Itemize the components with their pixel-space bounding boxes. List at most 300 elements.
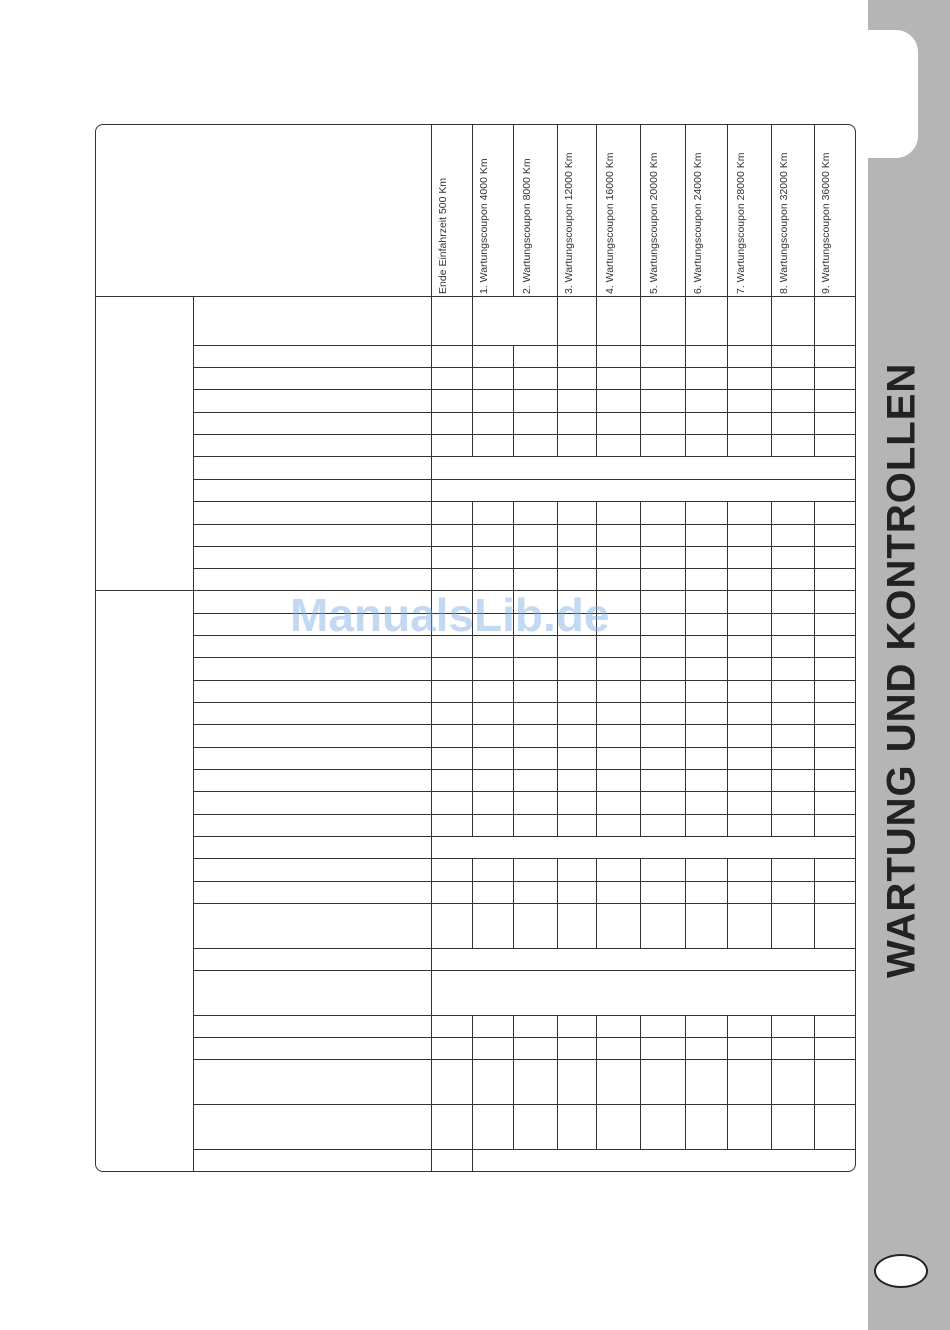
grid-line (95, 590, 193, 591)
grid-line (431, 791, 432, 814)
grid-line (640, 791, 641, 814)
grid-line (727, 814, 728, 836)
grid-line (472, 501, 473, 524)
grid-line (771, 613, 772, 635)
grid-line (596, 657, 597, 680)
grid-line (685, 724, 686, 747)
grid-line (771, 881, 772, 903)
page-number-oval (874, 1254, 928, 1288)
grid-line (814, 858, 815, 881)
grid-line (431, 970, 432, 1015)
grid-line (193, 1104, 855, 1105)
grid-line (685, 501, 686, 524)
grid-line (685, 814, 686, 836)
grid-line (640, 367, 641, 389)
grid-line (472, 769, 473, 791)
column-header: 2. Wartungscoupon 8000 Km (521, 158, 533, 294)
grid-line (814, 791, 815, 814)
grid-line (814, 680, 815, 702)
grid-line (431, 814, 432, 836)
grid-line (771, 412, 772, 434)
grid-line (727, 747, 728, 769)
grid-line (513, 501, 514, 524)
grid-line (771, 590, 772, 613)
grid-line (814, 1015, 815, 1037)
grid-line (472, 747, 473, 769)
grid-line (596, 124, 597, 296)
grid-line (640, 747, 641, 769)
grid-line (596, 1037, 597, 1059)
grid-line (513, 702, 514, 724)
column-header: 1. Wartungscoupon 4000 Km (478, 158, 490, 294)
section-title: WARTUNG UND KONTROLLEN (879, 362, 924, 978)
grid-line (814, 769, 815, 791)
grid-line (771, 345, 772, 367)
grid-line (685, 367, 686, 389)
grid-line (472, 412, 473, 434)
grid-line (557, 124, 558, 296)
column-header: 5. Wartungscoupon 20000 Km (648, 152, 660, 294)
grid-line (685, 791, 686, 814)
grid-line (727, 389, 728, 412)
grid-line (557, 524, 558, 546)
grid-line (193, 791, 855, 792)
grid-line (727, 1059, 728, 1104)
grid-line (685, 524, 686, 546)
grid-line (431, 1104, 432, 1149)
column-header: 8. Wartungscoupon 32000 Km (778, 152, 790, 294)
grid-line (193, 858, 855, 859)
grid-line (557, 412, 558, 434)
grid-line (472, 881, 473, 903)
grid-line (771, 747, 772, 769)
grid-line (472, 434, 473, 456)
grid-line (727, 367, 728, 389)
watermark: ManualsLib.de (290, 589, 610, 641)
grid-line (513, 1037, 514, 1059)
grid-line (640, 434, 641, 456)
grid-line (727, 724, 728, 747)
grid-line (685, 635, 686, 657)
grid-line (472, 1149, 473, 1171)
grid-line (596, 747, 597, 769)
grid-line (596, 791, 597, 814)
grid-line (814, 546, 815, 568)
grid-line (513, 389, 514, 412)
grid-line (685, 568, 686, 590)
grid-line (193, 948, 855, 949)
grid-line (596, 524, 597, 546)
grid-line (193, 434, 855, 435)
grid-line (814, 1037, 815, 1059)
grid-line (814, 568, 815, 590)
grid-line (193, 501, 855, 502)
grid-line (685, 1037, 686, 1059)
grid-line (557, 724, 558, 747)
grid-line (640, 345, 641, 367)
grid-line (727, 524, 728, 546)
grid-line (685, 389, 686, 412)
grid-line (472, 702, 473, 724)
grid-line (727, 1037, 728, 1059)
grid-line (771, 814, 772, 836)
grid-line (727, 1104, 728, 1149)
grid-line (814, 412, 815, 434)
grid-line (727, 635, 728, 657)
grid-line (640, 903, 641, 948)
grid-line (685, 1059, 686, 1104)
grid-line (771, 568, 772, 590)
grid-line (193, 479, 855, 480)
grid-line (771, 657, 772, 680)
grid-line (640, 1015, 641, 1037)
grid-line (596, 814, 597, 836)
grid-line (814, 635, 815, 657)
grid-line (771, 124, 772, 296)
grid-line (640, 412, 641, 434)
grid-line (814, 296, 815, 345)
grid-line (557, 345, 558, 367)
grid-line (193, 724, 855, 725)
grid-line (771, 769, 772, 791)
grid-line (431, 858, 432, 881)
grid-line (513, 124, 514, 296)
grid-line (431, 881, 432, 903)
grid-line (557, 657, 558, 680)
grid-line (814, 501, 815, 524)
grid-line (431, 412, 432, 434)
grid-line (472, 124, 473, 296)
grid-line (431, 345, 432, 367)
grid-line (472, 296, 473, 345)
grid-line (513, 747, 514, 769)
grid-line (727, 881, 728, 903)
grid-line (771, 296, 772, 345)
grid-line (771, 903, 772, 948)
grid-line (95, 296, 855, 297)
grid-line (557, 367, 558, 389)
grid-line (640, 814, 641, 836)
grid-line (685, 1104, 686, 1149)
grid-line (596, 345, 597, 367)
grid-line (640, 524, 641, 546)
grid-line (640, 1059, 641, 1104)
grid-line (472, 657, 473, 680)
grid-line (685, 702, 686, 724)
grid-line (814, 524, 815, 546)
grid-line (472, 680, 473, 702)
grid-line (814, 903, 815, 948)
grid-line (685, 434, 686, 456)
grid-line (727, 702, 728, 724)
grid-line (193, 702, 855, 703)
column-header: 9. Wartungscoupon 36000 Km (820, 152, 832, 294)
grid-line (557, 680, 558, 702)
grid-line (814, 702, 815, 724)
grid-line (557, 881, 558, 903)
grid-line (193, 568, 855, 569)
grid-line (472, 1104, 473, 1149)
grid-line (814, 124, 815, 296)
grid-line (596, 389, 597, 412)
grid-line (513, 434, 514, 456)
grid-line (472, 1015, 473, 1037)
grid-line (685, 412, 686, 434)
grid-line (727, 791, 728, 814)
grid-line (513, 903, 514, 948)
grid-line (685, 680, 686, 702)
grid-line (513, 1059, 514, 1104)
grid-line (814, 657, 815, 680)
grid-line (596, 769, 597, 791)
grid-line (771, 791, 772, 814)
column-header: Ende Einfahrzeit 500 Km (437, 177, 449, 294)
grid-line (557, 1037, 558, 1059)
grid-line (472, 367, 473, 389)
grid-line (640, 881, 641, 903)
grid-line (472, 1059, 473, 1104)
grid-line (596, 568, 597, 590)
grid-line (596, 434, 597, 456)
grid-line (193, 1059, 855, 1060)
grid-line (513, 814, 514, 836)
grid-line (557, 702, 558, 724)
grid-line (771, 680, 772, 702)
grid-line (193, 456, 855, 457)
grid-line (513, 680, 514, 702)
grid-line (513, 568, 514, 590)
grid-line (193, 412, 855, 413)
grid-line (513, 791, 514, 814)
grid-line (685, 903, 686, 948)
grid-line (431, 524, 432, 546)
grid-line (557, 1015, 558, 1037)
grid-line (727, 501, 728, 524)
grid-line (727, 613, 728, 635)
grid-line (814, 590, 815, 613)
grid-line (685, 747, 686, 769)
grid-line (771, 702, 772, 724)
grid-line (814, 881, 815, 903)
grid-line (685, 296, 686, 345)
grid-line (557, 434, 558, 456)
grid-line (685, 613, 686, 635)
grid-line (596, 1015, 597, 1037)
grid-line (193, 345, 855, 346)
grid-line (557, 791, 558, 814)
grid-line (814, 724, 815, 747)
grid-line (513, 367, 514, 389)
grid-line (193, 769, 855, 770)
grid-line (596, 702, 597, 724)
grid-line (431, 124, 432, 296)
grid-line (472, 345, 473, 367)
grid-line (557, 389, 558, 412)
grid-line (557, 546, 558, 568)
grid-line (431, 948, 432, 970)
grid-line (640, 296, 641, 345)
grid-line (472, 903, 473, 948)
grid-line (557, 747, 558, 769)
grid-line (193, 903, 855, 904)
grid-line (193, 814, 855, 815)
grid-line (431, 702, 432, 724)
grid-line (596, 724, 597, 747)
grid-line (513, 412, 514, 434)
grid-line (431, 456, 432, 479)
grid-line (727, 124, 728, 296)
grid-line (814, 1104, 815, 1149)
grid-line (814, 814, 815, 836)
grid-line (685, 881, 686, 903)
grid-line (193, 836, 855, 837)
grid-line (557, 296, 558, 345)
grid-line (640, 769, 641, 791)
grid-line (193, 524, 855, 525)
grid-line (557, 568, 558, 590)
grid-line (727, 903, 728, 948)
grid-line (771, 367, 772, 389)
grid-line (557, 1059, 558, 1104)
grid-line (193, 747, 855, 748)
grid-line (472, 389, 473, 412)
grid-line (727, 769, 728, 791)
grid-line (431, 1149, 432, 1171)
grid-line (557, 1104, 558, 1149)
grid-line (193, 367, 855, 368)
grid-line (513, 345, 514, 367)
grid-line (640, 568, 641, 590)
grid-line (513, 769, 514, 791)
grid-line (814, 345, 815, 367)
grid-line (771, 389, 772, 412)
grid-line (472, 791, 473, 814)
grid-line (685, 546, 686, 568)
grid-line (727, 296, 728, 345)
grid-line (557, 858, 558, 881)
grid-line (431, 769, 432, 791)
grid-line (431, 747, 432, 769)
grid-line (596, 903, 597, 948)
grid-line (814, 747, 815, 769)
grid-line (771, 1015, 772, 1037)
grid-line (193, 546, 855, 547)
grid-line (771, 1104, 772, 1149)
grid-line (640, 546, 641, 568)
grid-line (193, 970, 855, 971)
grid-line (814, 389, 815, 412)
grid-line (513, 657, 514, 680)
grid-line (640, 724, 641, 747)
column-header: 4. Wartungscoupon 16000 Km (604, 152, 616, 294)
side-tab (868, 30, 918, 158)
grid-line (472, 724, 473, 747)
grid-line (431, 1015, 432, 1037)
grid-line (596, 296, 597, 345)
grid-line (472, 546, 473, 568)
grid-line (771, 1059, 772, 1104)
grid-line (596, 1059, 597, 1104)
grid-line (727, 1015, 728, 1037)
grid-line (431, 680, 432, 702)
grid-line (557, 814, 558, 836)
grid-line (727, 657, 728, 680)
grid-line (814, 613, 815, 635)
grid-line (431, 546, 432, 568)
grid-line (513, 546, 514, 568)
grid-line (596, 881, 597, 903)
grid-line (640, 702, 641, 724)
grid-line (193, 1149, 855, 1150)
grid-line (431, 1059, 432, 1104)
grid-line (771, 524, 772, 546)
column-header: 6. Wartungscoupon 24000 Km (692, 152, 704, 294)
grid-line (814, 434, 815, 456)
grid-line (431, 367, 432, 389)
grid-line (640, 858, 641, 881)
grid-line (596, 546, 597, 568)
grid-line (431, 724, 432, 747)
grid-line (771, 724, 772, 747)
grid-line (727, 590, 728, 613)
grid-line (431, 501, 432, 524)
grid-line (685, 590, 686, 613)
grid-line (685, 858, 686, 881)
grid-line (727, 434, 728, 456)
grid-line (431, 434, 432, 456)
grid-line (640, 389, 641, 412)
column-header: 3. Wartungscoupon 12000 Km (563, 152, 575, 294)
grid-line (596, 501, 597, 524)
grid-line (685, 657, 686, 680)
grid-line (472, 858, 473, 881)
grid-line (193, 1037, 855, 1038)
grid-line (472, 1037, 473, 1059)
grid-line (640, 1104, 641, 1149)
grid-line (727, 546, 728, 568)
grid-line (771, 635, 772, 657)
grid-line (727, 345, 728, 367)
grid-line (771, 858, 772, 881)
grid-line (596, 858, 597, 881)
grid-line (685, 124, 686, 296)
grid-line (513, 1104, 514, 1149)
grid-line (727, 680, 728, 702)
grid-line (771, 546, 772, 568)
grid-line (193, 881, 855, 882)
grid-line (513, 858, 514, 881)
grid-line (596, 412, 597, 434)
grid-line (513, 881, 514, 903)
grid-line (472, 568, 473, 590)
grid-line (727, 568, 728, 590)
grid-line (596, 1104, 597, 1149)
grid-line (771, 1037, 772, 1059)
grid-line (193, 389, 855, 390)
grid-line (596, 367, 597, 389)
grid-line (727, 858, 728, 881)
grid-line (640, 680, 641, 702)
grid-line (513, 524, 514, 546)
grid-line (513, 724, 514, 747)
grid-line (640, 124, 641, 296)
grid-line (513, 1015, 514, 1037)
grid-line (193, 657, 855, 658)
grid-line (431, 389, 432, 412)
grid-line (431, 657, 432, 680)
grid-line (557, 769, 558, 791)
grid-line (472, 814, 473, 836)
